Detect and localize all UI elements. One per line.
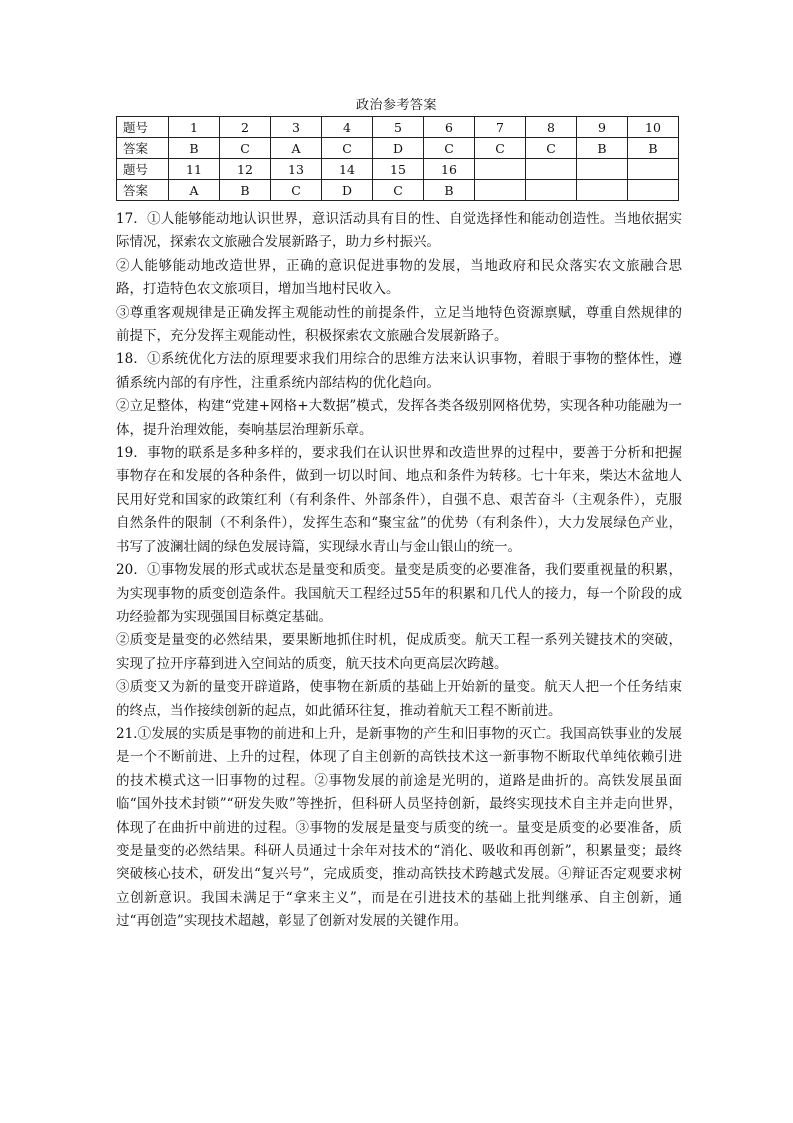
answer-paragraph: 18．①系统优化方法的原理要求我们用综合的思维方法来认识事物，着眼于事物的整体性，遵循系统内部的有序性，注重系统内部结构的优化趋向。 [116, 351, 682, 391]
table-cell: 2 [220, 117, 271, 138]
table-cell: 9 [577, 117, 628, 138]
table-cell: 1 [169, 117, 220, 138]
table-cell: C [373, 180, 424, 201]
table-cell [628, 159, 679, 180]
table-row-header: 答案 [117, 180, 169, 201]
table-cell: C [526, 138, 577, 159]
table-cell: 10 [628, 117, 679, 138]
table-cell: C [271, 180, 322, 201]
table-row [117, 138, 679, 159]
answer-paragraph: ②人能够能动地改造世界，正确的意识促进事物的发展，当地政府和民众落实农文旅融合思路，打造特色农文旅项目，增加当地村民收入。 [116, 257, 682, 298]
table-cell: D [373, 138, 424, 159]
table-cell: C [424, 138, 475, 159]
table-cell [628, 180, 679, 201]
answer-paragraph: ③质变又为新的量变开辟道路，使事物在新质的基础上开始新的量变。航天人把一个任务结束的终点，当作接续创新的起点，如此循环往复，推动着航天工程不断前进。 [116, 679, 682, 719]
table-cell: 16 [424, 159, 475, 180]
table-row-header: 题号 [117, 117, 169, 138]
table-cell: 4 [322, 117, 373, 138]
table-cell: B [628, 138, 679, 159]
table-cell [475, 180, 526, 201]
table-cell: 13 [271, 159, 322, 180]
table-cell: 3 [271, 117, 322, 138]
table-cell: B [577, 138, 628, 159]
table-cell: 14 [322, 159, 373, 180]
answers-body [116, 208, 682, 934]
answer-paragraph: 19．事物的联系是多种多样的，要求我们在认识世界和改造世界的过程中，要善于分析和把握事物存在和发展的各种条件，做到一切以时间、地点和条件为转移。七十年来，柴达木盆地人民用好党和国家的政策红利（有利条件、外部条件），自强不息、艰苦奋斗（主观条件），克服自然条件的限制（不利条件），发挥生态和“聚宝盆”的优势（有利条件），大力发展绿色产业，书写了波澜壮阔的绿色发展诗篇，实现绿水青山与金山银山的统一。 [116, 445, 682, 555]
table-row [117, 180, 679, 201]
table-cell: A [271, 138, 322, 159]
table-cell: 8 [526, 117, 577, 138]
table-cell: 5 [373, 117, 424, 138]
table-row-header: 答案 [117, 138, 169, 159]
table-cell: 7 [475, 117, 526, 138]
table-row-header: 题号 [117, 159, 169, 180]
page-title: 政治参考答案 [355, 98, 437, 113]
answer-paragraph: 20．①事物发展的形式或状态是量变和质变。量变是质变的必要准备，我们要重视量的积累，为实现事物的质变创造条件。我国航天工程经过55年的积累和几代人的接力，每一个阶段的成功经验都为实现强国目标奠定基础。 [116, 562, 682, 625]
answer-paragraph: ③尊重客观规律是正确发挥主观能动性的前提条件，立足当地特色资源禀赋，尊重自然规律的前提下，充分发挥主观能动性，积极探索农文旅融合发展新路子。 [116, 304, 682, 345]
table-cell: B [169, 138, 220, 159]
table-cell: 11 [169, 159, 220, 180]
answer-table [116, 116, 679, 201]
table-cell: B [220, 180, 271, 201]
answer-paragraph: 21.①发展的实质是事物的前进和上升，是新事物的产生和旧事物的灭亡。我国高铁事业的发展是一个不断前进、上升的过程，体现了自主创新的高铁技术这一新事物不断取代单纯依赖引进的技术模式这一旧事物的过程。②事物发展的前途是光明的，道路是曲折的。高铁发展虽面临“国外技术封锁”“研发失败”等挫折，但科研人员坚持创新，最终实现技术自主并走向世界，体现了在曲折中前进的过程。③事物的发展是量变与质变的统一。量变是质变的必要准备，质变是量变的必然结果。科研人员通过十余年对技术的“消化、吸收和再创新”，积累量变；最终突破核心技术，研发出“复兴号”，完成质变，推动高铁技术跨越式发展。④辩证否定观要求树立创新意识。我国未满足于“拿来主义”，而是在引进技术的基础上批判继承、自主创新，通过“再创造”实现技术超越，彰显了创新对发展的关键作用。 [116, 725, 682, 930]
table-cell: D [322, 180, 373, 201]
answer-paragraph: ②立足整体，构建“党建+网格+大数据”模式，发挥各类各级别网格优势，实现各种功能融为一体，提升治理效能，奏响基层治理新乐章。 [116, 398, 682, 438]
table-cell: 12 [220, 159, 271, 180]
table-row [117, 159, 679, 180]
table-cell [577, 159, 628, 180]
table-cell [526, 180, 577, 201]
table-cell: B [424, 180, 475, 201]
table-row [117, 117, 679, 138]
table-cell: 15 [373, 159, 424, 180]
table-cell [526, 159, 577, 180]
table-cell: C [220, 138, 271, 159]
answer-paragraph: ②质变是量变的必然结果，要果断地抓住时机，促成质变。航天工程一系列关键技术的突破，实现了拉开序幕到进入空间站的质变，航天技术向更高层次跨越。 [116, 632, 682, 672]
table-cell: C [475, 138, 526, 159]
table-cell [577, 180, 628, 201]
answer-paragraph: 17．①人能够能动地认识世界，意识活动具有目的性、自觉选择性和能动创造性。当地依据实际情况，探索农文旅融合发展新路子，助力乡村振兴。 [116, 211, 682, 251]
table-cell: C [322, 138, 373, 159]
table-cell: A [169, 180, 220, 201]
table-cell: 6 [424, 117, 475, 138]
table-cell [475, 159, 526, 180]
